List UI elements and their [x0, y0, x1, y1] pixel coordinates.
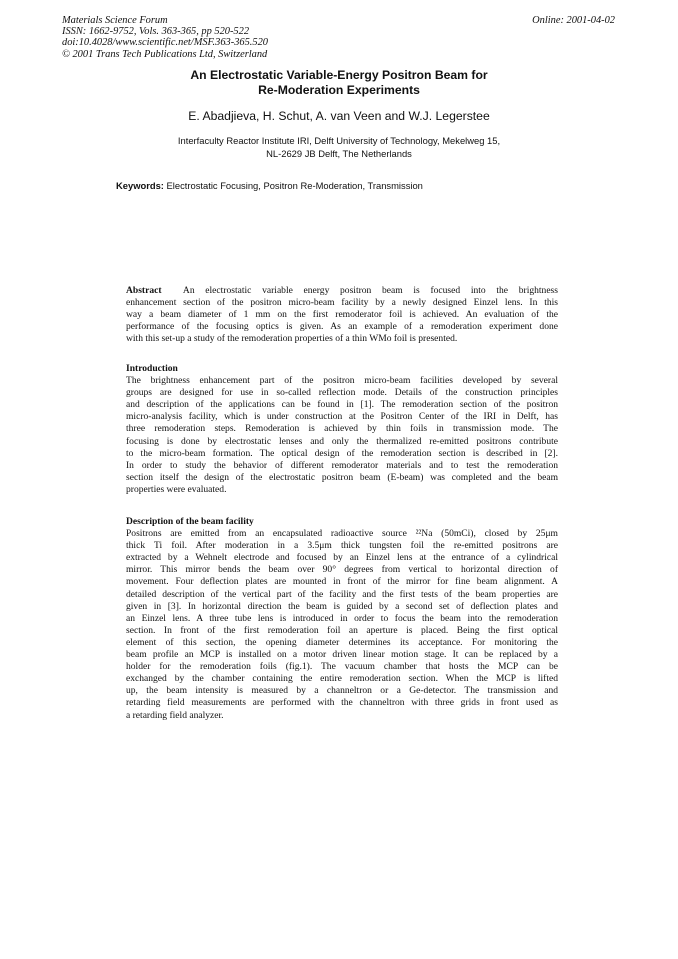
paragraph-line: thick Ti foil. After moderation in a 3.5μm thick tungsten foil the re-emitted positrons are — [126, 540, 558, 552]
paragraph-line: three remoderation steps. Remoderation is achieved by thin foils in transmission mode. The — [126, 423, 558, 435]
journal-issn: ISSN: 1662-9752, Vols. 363-365, pp 520-522 — [62, 26, 250, 38]
paragraph-line: element of this section, the opening diameter determines its acceptance. For monitoring the — [126, 636, 558, 648]
facility-section — [126, 516, 558, 722]
paragraph-line: section. In front of the first remoderation foil an aperture is placed. Being the first optical — [126, 624, 558, 636]
abstract-section — [126, 285, 558, 345]
affiliation-line: Interfaculty Reactor Institute IRI, Delft University of Technology, Mekelweg 15, — [177, 135, 501, 146]
paragraph-line: up, the beam intensity is measured by a channeltron or a Ge-detector. The transmission and — [126, 685, 558, 697]
keywords — [116, 180, 423, 191]
abstract-line: performance of the focusing optics is given. As an example of a remoderation experiment done — [126, 321, 558, 333]
journal-copyright: © 2001 Trans Tech Publications Ltd, Switzerland — [62, 48, 268, 60]
paragraph-line: Positrons are emitted from an encapsulated radioactive source ²²Na (50mCi), closed by 25μm — [126, 528, 558, 540]
introduction-heading: Introduction — [126, 363, 178, 374]
journal-doi: doi:10.4028/www.scientific.net/MSF.363-365.520 — [62, 37, 268, 49]
paragraph-line: The brightness enhancement part of the positron micro-beam facilities developed by several — [126, 375, 558, 387]
paragraph-line: exchanged by the chamber containing the entire remoderation section. When the MCP is lifted — [126, 673, 558, 685]
abstract-line — [126, 285, 558, 297]
paper-title — [0, 68, 678, 98]
paragraph-line: groups are designed for use in so-called reflection mode. Details of the construction principles — [126, 387, 558, 399]
paragraph-line: detailed description of the vertical part of the facility and the first tests of the beam properties are — [126, 588, 558, 600]
paragraph-line: given in [3]. In horizontal direction the beam is guided by a second set of deflection plates and — [126, 600, 558, 612]
keywords-label: Keywords: — [116, 180, 164, 191]
paragraph-line: mirror. This mirror bends the beam over 90° degrees from vertical to horizontal direction of — [126, 564, 558, 576]
abstract-line-text: An electrostatic variable energy positron beam is focused into the brightness — [182, 285, 558, 296]
affiliation — [0, 135, 678, 160]
paragraph-line: an Einzel lens. A three tube lens is introduced in order to focus the beam into the remoderation — [126, 612, 558, 624]
paragraph-line: and description of the applications can be found in [1]. The remoderation section of the positron — [126, 399, 558, 411]
paragraph-line: beam profile an MCP is installed on a motor driven linear motion stage. It can be replaced by a — [126, 649, 558, 661]
abstract-line: enhancement section of the positron micro-beam facility by a newly designed Einzel lens. In this — [126, 297, 558, 309]
paragraph-line: micro-analysis facility, which is under construction at the Positron Center of the IRI in Delft, has — [126, 411, 558, 423]
journal-header — [62, 15, 268, 60]
introduction-section — [126, 363, 558, 496]
keywords-text: Electrostatic Focusing, Positron Re-Moderation, Transmission — [166, 180, 423, 191]
abstract-line: with this set-up a study of the remoderation properties of a thin WMo foil is presented. — [126, 333, 458, 345]
paragraph-line: to the micro-beam formation. The optical design of the remoderation section is described in [2]. — [126, 447, 558, 459]
title-line: An Electrostatic Variable-Energy Positron Beam for — [190, 68, 488, 82]
title-line: Re-Moderation Experiments — [258, 83, 420, 97]
paragraph-line: In order to study the behavior of different remoderator materials and to test the remoderation — [126, 459, 558, 471]
paragraph-line: focusing is done by electrostatic lenses and only the thermalized re-emitted positrons contribute — [126, 435, 558, 447]
paragraph-line: retarding field measurements are performed with the channeltron with three grids in front used as — [126, 697, 558, 709]
journal-name: Materials Science Forum — [62, 15, 168, 26]
paragraph-line: properties were evaluated. — [126, 483, 227, 495]
affiliation-line: NL-2629 JB Delft, The Netherlands — [266, 147, 412, 159]
paragraph-line: a retarding field analyzer. — [126, 709, 224, 721]
abstract-line: way a beam diameter of 1 mm on the first remoderator foil is achieved. An evaluation of the — [126, 309, 558, 321]
authors: E. Abadjieva, H. Schut, A. van Veen and W.J. Legerstee — [188, 109, 490, 123]
paragraph-line: section itself the design of the electrostatic positron beam (E-beam) was completed and the beam — [126, 471, 558, 483]
paragraph-line: extracted by a Wehnelt electrode and focused by an Einzel lens at the entrance of a cylindrical — [126, 552, 558, 564]
abstract-label: Abstract — [126, 285, 162, 296]
paragraph-line: holder for the remoderation foils (fig.1). The vacuum chamber that hosts the MCP can be — [126, 661, 558, 673]
online-date: Online: 2001-04-02 — [532, 15, 615, 26]
paragraph-line: movement. Four deflection plates are mounted in front of the mirror for fine beam alignment. A — [126, 576, 558, 588]
facility-heading: Description of the beam facility — [126, 516, 254, 527]
